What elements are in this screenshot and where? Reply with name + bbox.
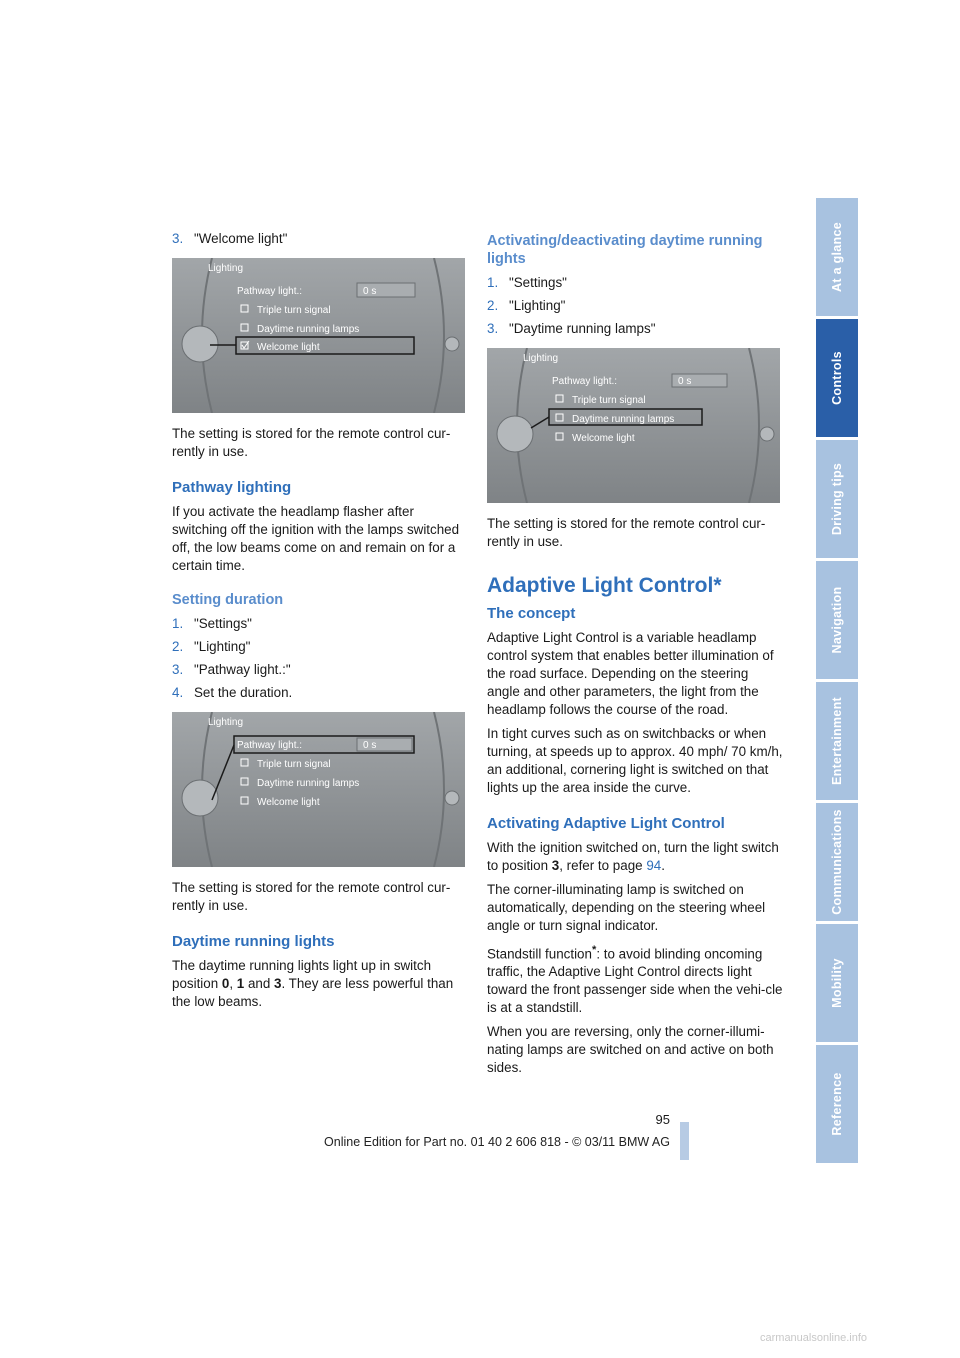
step-number: 1. (487, 275, 499, 290)
controller-knob-icon (497, 416, 533, 452)
plus-icon (760, 427, 774, 441)
tab-driving-tips[interactable] (816, 440, 858, 558)
position-value: 3 (274, 976, 282, 991)
idrive-screen-daytime (487, 348, 780, 503)
pathway-text: If you activate the headlamp flasher after switching off the ignition with the lamps switched off, the low beams come on and remain on for a certain time. (172, 504, 460, 573)
tab-label: Mobility (830, 958, 844, 1008)
tab-label: Driving tips (830, 462, 844, 536)
step-number: 3. (172, 231, 184, 246)
tab-at-a-glance[interactable] (816, 198, 858, 316)
activating-paragraph (487, 839, 783, 875)
heading-the-concept: The concept (487, 605, 576, 622)
step-text: Set the duration. (194, 685, 293, 700)
text-run: With the ignition switched on, turn the light switch to position (487, 840, 779, 873)
step (487, 320, 783, 338)
plus-icon (445, 791, 459, 805)
stored-note: The setting is stored for the remote control cur-rently in use. (172, 426, 451, 459)
step (487, 297, 783, 315)
step (172, 615, 468, 633)
screen-title: Lighting (208, 263, 244, 274)
step-number: 3. (172, 662, 184, 677)
heading-activating-daytime: Activating/deactivating daytime running lights (487, 233, 763, 267)
step-number: 4. (172, 685, 184, 700)
step (487, 274, 783, 292)
activating-paragraph: The corner-illuminating lamp is switched on automatically, depending on the steering wheel angle or turn signal indicator. (487, 882, 766, 933)
step-text: "Settings" (194, 616, 252, 631)
step-text: "Daytime running lamps" (509, 321, 656, 336)
tab-label: Controls (830, 351, 844, 405)
pathway-label: Pathway light.: (237, 740, 303, 751)
heading-activating-alc: Activating Adaptive Light Control (487, 815, 725, 832)
text-run: . (661, 858, 665, 873)
heading-pathway-lighting: Pathway lighting (172, 479, 292, 496)
concept-paragraph: In tight curves such as on switchbacks or when turning, at speeds up to approx. 40 mph/ 70 km/h, an additional, cornering light is switched on that lights up the area inside the curve. (487, 726, 783, 795)
footer-edition: Online Edition for Part no. 01 40 2 606 818 - © 03/11 BMW AG (324, 1135, 670, 1149)
tab-reference[interactable] (816, 1045, 858, 1163)
step-number: 2. (487, 298, 499, 313)
menu-item: Welcome light (257, 797, 320, 808)
daytime-text (172, 957, 468, 1011)
text-run: The daytime running lights light up in switch position (172, 958, 432, 991)
text-run: , refer to page (559, 858, 647, 873)
menu-item: Triple turn signal (572, 395, 646, 406)
text-run: and (244, 976, 275, 991)
tab-entertainment[interactable] (816, 682, 858, 800)
tab-mobility[interactable] (816, 924, 858, 1042)
step-number: 2. (172, 639, 184, 654)
tab-label: Reference (830, 1072, 844, 1136)
tab-communications[interactable] (816, 803, 858, 921)
heading-setting-duration: Setting duration (172, 592, 284, 608)
pathway-value: 0 s (363, 740, 377, 751)
step-text: "Settings" (509, 275, 567, 290)
page-reference-link[interactable]: 94 (646, 858, 662, 873)
position-value: 1 (236, 976, 245, 991)
step-text: "Lighting" (509, 298, 566, 313)
standstill-paragraph (487, 941, 783, 1017)
position-value: 3 (551, 858, 560, 873)
screen-title: Lighting (523, 353, 559, 364)
step (172, 684, 468, 702)
optional-marker: * (591, 944, 597, 956)
menu-item: Triple turn signal (257, 305, 331, 316)
text-run: : to avoid blinding oncoming traffic, the Adaptive Light Control directs light toward the front passenger side when the vehi-cle is at a standstill. (487, 946, 783, 1016)
stored-note: The setting is stored for the remote control cur-rently in use. (487, 516, 766, 549)
pathway-value: 0 s (678, 376, 692, 387)
screen-title: Lighting (208, 717, 244, 728)
position-value: 0 (221, 976, 230, 991)
heading-daytime-running-lights: Daytime running lights (172, 933, 335, 950)
step (172, 638, 468, 656)
concept-paragraph: Adaptive Light Control is a variable headlamp control system that enables better illumination of the road surface. Depending on the steering angle and other parameters, the light from the headlamp follows the course of the road. (487, 630, 774, 717)
text-run: , (229, 976, 237, 991)
tab-navigation[interactable] (816, 561, 858, 679)
text-run: . They are less powerful than the low beams. (172, 976, 454, 1009)
idrive-screen-pathway (172, 712, 465, 867)
pathway-label: Pathway light.: (237, 286, 303, 297)
pathway-label: Pathway light.: (552, 376, 618, 387)
step-number: 1. (172, 616, 184, 631)
tab-label: Entertainment (830, 697, 844, 785)
pathway-value: 0 s (363, 286, 377, 297)
page-number: 95 (655, 1112, 670, 1127)
stored-note: The setting is stored for the remote control cur-rently in use. (172, 880, 451, 913)
left-column (172, 230, 468, 1017)
menu-item: Daytime running lamps (257, 778, 360, 789)
heading-adaptive-light-control: Adaptive Light Control* (487, 574, 722, 597)
idrive-screen-welcome (172, 258, 465, 413)
chapter-sidebar (816, 198, 858, 1166)
step-welcome (172, 230, 468, 248)
reversing-paragraph: When you are reversing, only the corner-illumi-nating lamps are switched on and active on both sides. (487, 1024, 774, 1076)
step-text: "Welcome light" (194, 231, 288, 246)
page-marker (680, 1122, 689, 1160)
tab-label: Communications (830, 809, 844, 915)
menu-item: Welcome light (572, 433, 635, 444)
menu-item: Welcome light (257, 342, 320, 353)
menu-item: Daytime running lamps (257, 324, 360, 335)
step-text: "Lighting" (194, 639, 251, 654)
tab-label: At a glance (830, 222, 844, 292)
text-run: Standstill function (487, 946, 592, 962)
tab-controls[interactable] (816, 319, 858, 437)
menu-item: Daytime running lamps (572, 414, 675, 425)
controller-knob-icon (182, 326, 218, 362)
step-number: 3. (487, 321, 499, 336)
watermark: carmanualsonline.info (760, 1332, 868, 1344)
step (172, 661, 468, 679)
right-column (487, 230, 783, 1083)
step-text: "Pathway light.:" (194, 662, 291, 677)
plus-icon (445, 337, 459, 351)
menu-item: Triple turn signal (257, 759, 331, 770)
tab-label: Navigation (830, 586, 844, 654)
